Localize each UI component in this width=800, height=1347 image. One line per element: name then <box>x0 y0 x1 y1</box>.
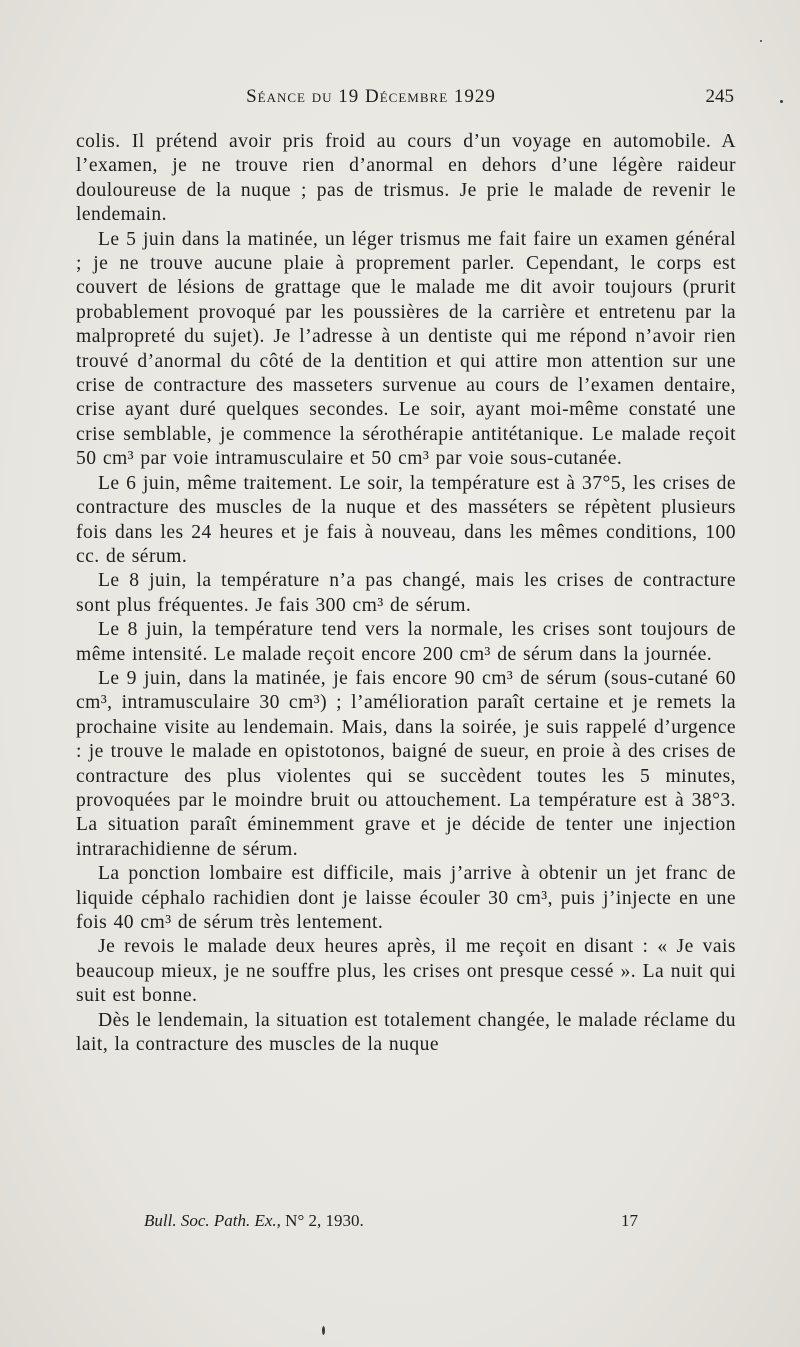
page-number: 245 <box>705 86 734 107</box>
journal-reference-number: N° 2, 1930. <box>280 1211 364 1230</box>
scan-speck <box>760 40 762 42</box>
page-header <box>76 86 736 116</box>
printer-signature: 17 <box>621 1211 638 1230</box>
scan-speck <box>322 1326 325 1335</box>
running-title: Séance du 19 Décembre 1929 <box>246 86 496 107</box>
paragraph: Dès le lendemain, la situation est totalement changée, le malade réclame du lait, la contracture des muscles de la nuque <box>76 1009 736 1056</box>
body-text <box>76 130 736 1057</box>
paragraph: Je revois le malade deux heures après, il me reçoit en disant : « Je vais beaucoup mieux, je ne souffre plus, les crises ont presque cessé ». La nuit qui suit est bonne. <box>76 936 736 1007</box>
paragraph: Le 5 juin dans la matinée, un léger trismus me fait faire un examen général ; je ne trouve aucune plaie à proprement parler. Cependant, le corps est couvert de lésions de grattage que le malade me dit avoir toujours (prurit probablement provoqué par les poussières de la carrière et entretenu par la malpropreté du sujet). Je l’adresse à un dentiste qui me répond n’avoir rien trouvé d’anormal du côté de la dentition et qui attire mon attention sur une crise de contracture des masseters survenue au cours de l’examen dentaire, crise ayant duré quelques secondes. Le soir, ayant moi-même constaté une crise semblable, je commence la sérothérapie antitétanique. Le malade reçoit 50 cm³ par voie intramusculaire et 50 cm³ par voie sous-cutanée. <box>76 228 736 470</box>
paragraph: colis. Il prétend avoir pris froid au cours d’un voyage en automobile. A l’examen, je ne trouve rien d’anormal en dehors d’une légère raideur douloureuse de la nuque ; pas de trismus. Je prie le malade de revenir le lendemain. <box>76 131 736 226</box>
journal-reference-italic: Bull. Soc. Path. Ex., <box>144 1211 281 1230</box>
page-footer <box>76 1211 736 1239</box>
paragraph: Le 6 juin, même traitement. Le soir, la température est à 37°5, les crises de contracture des muscles de la nuque et des masséters se répètent plusieurs fois dans les 24 heures et je fais à nouveau, dans les mêmes conditions, 100 cc. de sérum. <box>76 472 736 567</box>
scan-speck <box>780 100 783 103</box>
journal-reference <box>144 1211 364 1231</box>
paragraph: Le 9 juin, dans la matinée, je fais encore 90 cm³ de sérum (sous-cutané 60 cm³, intramusculaire 30 cm³) ; l’amélioration paraît certaine et je remets la prochaine visite au lendemain. Mais, dans la soirée, je suis rappelé d’urgence : je trouve le malade en opistotonos, baigné de sueur, en proie à des crises de contracture des plus violentes qui se succèdent toutes les 5 minutes, provoquées par le moindre bruit ou attouchement. La température est à 38°3. La situation paraît éminemment grave et je décide de tenter une injection intrarachidienne de sérum. <box>76 667 736 860</box>
paragraph: La ponction lombaire est difficile, mais j’arrive à obtenir un jet franc de liquide céphalo rachidien dont je laisse écouler 30 cm³, puis j’injecte en une fois 40 cm³ de sérum très lentement. <box>76 863 736 933</box>
paragraph: Le 8 juin, la température tend vers la normale, les crises sont toujours de même intensité. Le malade reçoit encore 200 cm³ de sérum dans la journée. <box>76 619 736 665</box>
paragraph: Le 8 juin, la température n’a pas changé, mais les crises de contracture sont plus fréquentes. Je fais 300 cm³ de sérum. <box>76 570 736 616</box>
